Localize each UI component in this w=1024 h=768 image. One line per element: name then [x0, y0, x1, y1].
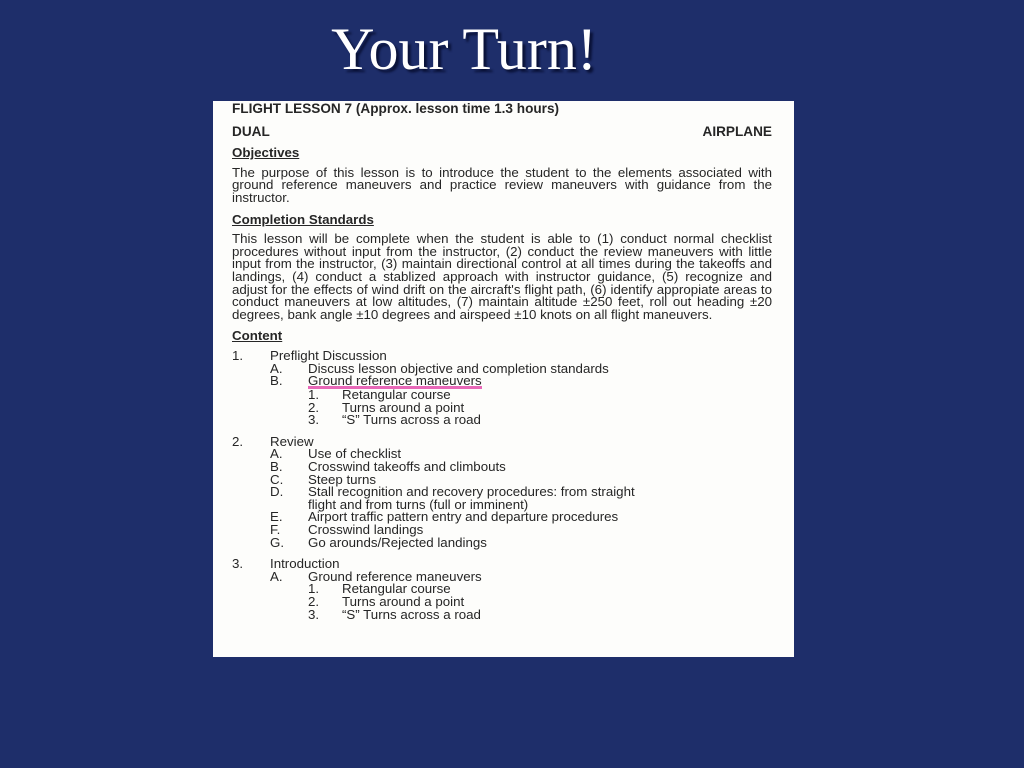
lesson-type-row	[232, 123, 772, 139]
list-item: 1. Retangular course	[308, 581, 451, 597]
list-item: A. Use of checklist	[270, 446, 402, 462]
lesson-type-dual: DUAL	[232, 123, 270, 139]
objectives-heading: Objectives	[232, 145, 300, 161]
completion-heading: Completion Standards	[232, 211, 374, 227]
lesson-type-airplane: AIRPLANE	[702, 123, 772, 139]
list-item: 2. Review	[232, 433, 314, 449]
lesson-document	[213, 101, 794, 657]
list-item: 1. Retangular course	[308, 387, 451, 403]
list-item: C. Steep turns	[270, 471, 377, 487]
slide-title: Your Turn!	[331, 16, 597, 82]
list-item: 3. “S” Turns across a road	[308, 412, 481, 428]
objectives-text: The purpose of this lesson is to introduce the student to the elements associated with ground reference maneuvers and practice review maneuvers with guidance from the instructor.	[232, 164, 772, 205]
list-item: 2. Turns around a point	[308, 399, 465, 415]
list-item: F. Crosswind landings	[270, 522, 424, 538]
list-item: 3. Introduction	[232, 556, 340, 572]
list-item: E. Airport traffic pattern entry and departure procedures	[270, 509, 619, 525]
list-item: G. Go arounds/Rejected landings	[270, 534, 487, 550]
list-item: A. Ground reference maneuvers	[270, 568, 482, 584]
content-heading: Content	[232, 328, 283, 344]
list-item: 2. Turns around a point	[308, 594, 465, 609]
lesson-header: FLIGHT LESSON 7 (Approx. lesson time 1.3 hours)	[232, 101, 560, 116]
list-item-highlighted: B. Ground reference maneuvers	[270, 373, 482, 389]
list-item: B. Crosswind takeoffs and climbouts	[270, 459, 506, 475]
pink-highlight: Ground reference maneuvers	[308, 373, 482, 389]
list-item: 3. “S” Turns across a road	[308, 606, 481, 622]
list-item: D. Stall recognition and recovery procedures: from straight	[270, 484, 635, 500]
completion-text: This lesson will be complete when the student is able to (1) conduct normal checklist procedures without input from the instructor, (2) conduct the review maneuvers with little input from the instructor, (3) maintain directional control at all times during the takeoffs and landings, (4) conduct a stablized approach with instructor guidance, (5) recognize and adjust for the effects of wind drift on the aircraft's flight path, (6) identify appropiate areas to conduct maneuvers at low altitudes, (7) maintain altitude ±250 feet, roll out heading ±20 degrees, bank angle ±10 degrees and airspeed ±10 knots on all flight maneuvers.	[232, 231, 772, 322]
list-item: 1. Preflight Discussion	[232, 347, 387, 363]
list-item-continuation: flight and from turns (full or imminent)	[308, 496, 529, 512]
list-item: A. Discuss lesson objective and completion standards	[270, 360, 609, 376]
